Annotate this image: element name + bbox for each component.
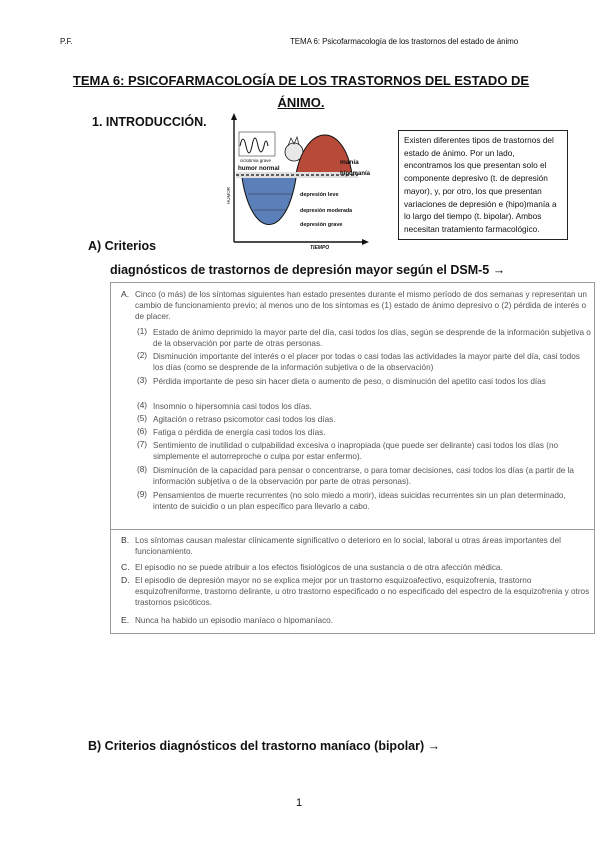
item-3-number: (3) bbox=[137, 376, 148, 385]
item-9-text: Pensamientos de muerte recurrentes (no solo miedo a morir), ideas suicidas recurrentes sin un plan determinado, intento de suicidio o un plan específico para llevarlo a cabo. bbox=[153, 491, 566, 511]
criterion-b-letter: B. bbox=[121, 535, 130, 545]
item-6-number: (6) bbox=[137, 427, 148, 436]
criterion-a-text: Cinco (o más) de los síntomas siguientes han estado presentes durante el mismo período de dos semanas y representan un cambio de funcionamiento previo; al menos uno de los síntomas es (1) estado de ánimo depresivo o (2) pérdida de interés o de placer. bbox=[135, 290, 587, 321]
criteria-divider bbox=[111, 529, 594, 530]
criterion-d-letter: D. bbox=[121, 575, 130, 585]
item-5-text: Agitación o retraso psicomotor casi todos los días. bbox=[153, 415, 336, 424]
mania-area bbox=[296, 135, 352, 174]
item-2-text: Disminución importante del interés o el placer por todas o casi todas las actividades la mayor parte del día, casi todos los días (como se desprende de la información subjetiva o de la observación) bbox=[153, 352, 580, 372]
criterion-a-letter: A. bbox=[121, 289, 130, 299]
item-6-text: Fatiga o pérdida de energía casi todos los días. bbox=[153, 428, 326, 437]
item-4-text: Insomnio o hipersomnia casi todos los días. bbox=[153, 402, 312, 411]
criterion-c-letter: C. bbox=[121, 562, 130, 572]
criterion-c-text: El episodio no se puede atribuir a los efectos fisiológicos de una sustancia o de otra afección médica. bbox=[135, 563, 503, 572]
subsection-a-subtitle: diagnósticos de trastornos de depresión mayor según el DSM-5 → bbox=[110, 263, 506, 277]
item-2-number: (2) bbox=[137, 351, 148, 360]
criterion-b-text: Los síntomas causan malestar clínicamente significativo o deterioro en lo social, laboral u otras áreas importantes del funcionamiento. bbox=[135, 536, 561, 556]
label-mania: manía bbox=[340, 159, 359, 166]
header-right-topic: TEMA 6: Psicofarmacología de los trastornos del estado de ánimo bbox=[290, 37, 519, 46]
criterion-e-letter: E. bbox=[121, 615, 130, 625]
header-left-initials: P.F. bbox=[60, 37, 73, 46]
label-humor-axis: HUMOR bbox=[226, 187, 231, 204]
item-8-text: Disminución de la capacidad para pensar o concentrarse, o para tomar decisiones, casi todos los días (a partir de la información subjetiva o de la observación por parte de otras personas). bbox=[153, 466, 574, 486]
criterion-e-text: Nunca ha habido un episodio maníaco o hipomaníaco. bbox=[135, 616, 334, 625]
item-1-text: Estado de ánimo deprimido la mayor parte del día, casi todos los días, según se desprende de la información subjetiva o de la observación por parte de otras personas. bbox=[153, 328, 591, 348]
subsection-a-heading: A) Criterios bbox=[88, 239, 157, 253]
dsm5-criteria-box bbox=[110, 282, 595, 634]
label-humor-normal: humor normal bbox=[238, 165, 280, 172]
item-7-number: (7) bbox=[137, 440, 148, 449]
label-depresion-leve: depresión leve bbox=[300, 192, 339, 198]
item-5-number: (5) bbox=[137, 414, 148, 423]
ciclotimia-wave bbox=[240, 138, 268, 153]
label-tiempo-axis: TIEMPO bbox=[310, 245, 330, 250]
item-1-number: (1) bbox=[137, 327, 148, 336]
item-7-text: Sentimiento de inutilidad o culpabilidad excesiva o inapropiada (que puede ser delirante) casi todos los días (no simplemente el autorreproche o culpa por estar enfermo). bbox=[153, 441, 559, 461]
subsection-b-heading: B) Criterios diagnósticos del trastorno maníaco (bipolar) → bbox=[88, 739, 441, 753]
label-ciclotimia: ciclotimia grave bbox=[240, 158, 272, 163]
mood-states-diagram bbox=[226, 112, 398, 250]
item-8-number: (8) bbox=[137, 465, 148, 474]
label-hipomania: hipomanía bbox=[340, 171, 371, 177]
intro-callout-box: Existen diferentes tipos de trastornos del estado de ánimo. Por un lado, encontramos los que presentan solo el componente depresivo (t. de depresión mayor), y, por otro, los que presentan variaciones de depresión e (hipo)manía a lo largo del tiempo (t. bipolar). Ambos necesitan tratamiento farmacológico. bbox=[398, 130, 568, 240]
label-depresion-moderada: depresión moderada bbox=[300, 208, 353, 214]
item-3-text: Pérdida importante de peso sin hacer dieta o aumento de peso, o disminución del apetito casi todos los días bbox=[153, 377, 546, 386]
item-9-number: (9) bbox=[137, 490, 148, 499]
page-title: TEMA 6: PSICOFARMACOLOGÍA DE LOS TRASTORNOS DEL ESTADO DE ÁNIMO. bbox=[72, 73, 530, 110]
section-heading-introduccion: 1. INTRODUCCIÓN. bbox=[92, 115, 207, 129]
item-4-number: (4) bbox=[137, 401, 148, 410]
depression-area bbox=[242, 178, 296, 225]
page-number: 1 bbox=[296, 797, 303, 809]
label-depresion-grave: depresión grave bbox=[300, 222, 343, 228]
criterion-d-text: El episodio de depresión mayor no se explica mejor por un trastorno esquizoafectivo, esquizofrenia, trastorno esquizofreniforme, trastorno delirante, u otro trastorno especificado o no especificado del espectro de la esquizofrenia y otros trastornos psicóticos. bbox=[135, 576, 590, 607]
